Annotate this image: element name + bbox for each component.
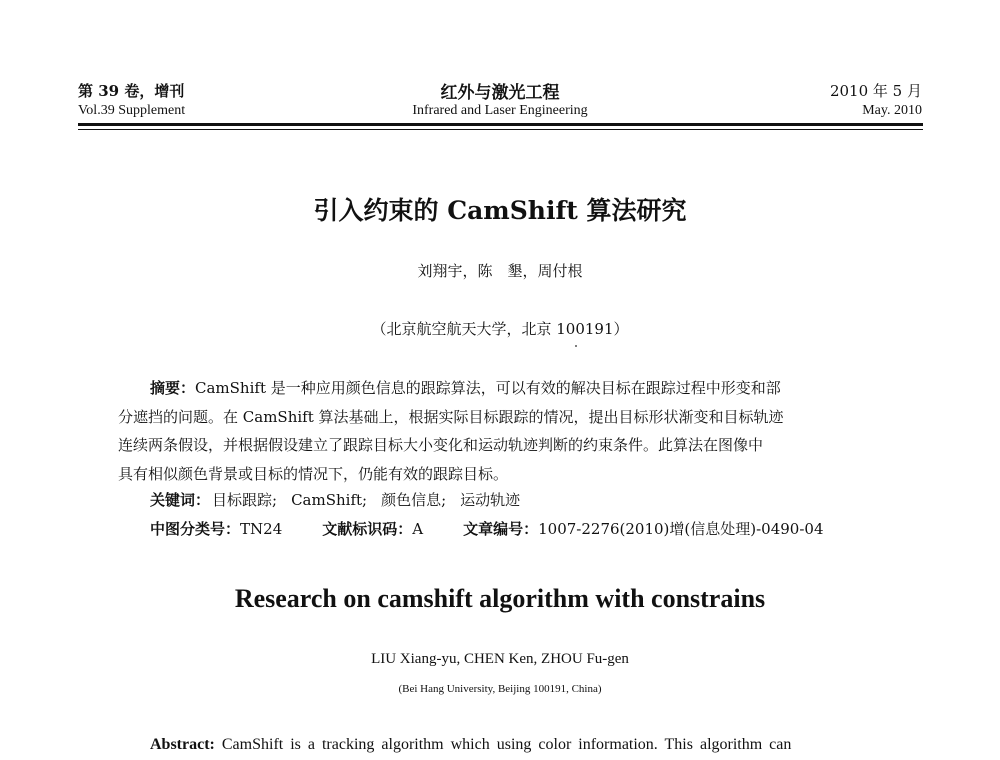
abstract-cn-label: 摘要： bbox=[150, 379, 196, 397]
clc-value: TN24 bbox=[240, 520, 283, 538]
abstract-en-text: CamShift is a tracking algorithm which using color information. This algorithm can bbox=[221, 736, 792, 753]
authors-cn: 刘翔宇，陈 墾，周付根 bbox=[417, 262, 583, 280]
journal-volume-en: Vol.39 Supplement bbox=[78, 103, 186, 118]
header-rule-thin bbox=[78, 129, 923, 130]
header-rule-thick bbox=[78, 123, 923, 126]
scan-speck bbox=[575, 345, 577, 347]
clc-label: 中图分类号： bbox=[150, 520, 241, 538]
paper-title-cn: 引入约束的 CamShift 算法研究 bbox=[313, 196, 687, 225]
article-number-label: 文章编号： bbox=[463, 520, 539, 538]
keywords-cn bbox=[150, 489, 534, 510]
keyword-item: 颜色信息; bbox=[381, 491, 447, 509]
abstract-en bbox=[150, 736, 791, 754]
affiliation-cn: （北京航空航天大学，北京 100191） bbox=[371, 320, 629, 338]
classification-row bbox=[150, 518, 824, 539]
journal-title-cn: 红外与激光工程 bbox=[440, 83, 560, 103]
keyword-item: CamShift; bbox=[291, 491, 368, 509]
keyword-item: 运动轨迹 bbox=[460, 491, 521, 509]
journal-title-en: Infrared and Laser Engineering bbox=[412, 103, 588, 118]
issue-date-cn: 2010 年 5 月 bbox=[829, 82, 922, 100]
keywords-cn-label: 关键词： bbox=[150, 491, 211, 509]
keyword-item: 目标跟踪; bbox=[212, 491, 278, 509]
journal-volume-cn: 第 39 卷，增刊 bbox=[78, 82, 185, 100]
abstract-cn bbox=[118, 374, 888, 488]
issue-date-en: May. 2010 bbox=[862, 103, 922, 118]
abstract-cn-line-3: 连续两条假设，并根据假设建立了跟踪目标大小变化和运动轨迹判断的约束条件。此算法在图像中 bbox=[118, 436, 764, 454]
abstract-cn-line-2: 分遮挡的问题。在 CamShift 算法基础上，根据实际目标跟踪的情况，提出目标形状渐变和目标轨迹 bbox=[118, 407, 784, 426]
abstract-cn-line-4: 具有相似颜色背景或目标的情况下，仍能有效的跟踪目标。 bbox=[118, 464, 509, 483]
affiliation-en: (Bei Hang University, Beijing 100191, China) bbox=[398, 683, 602, 695]
doc-code-value: A bbox=[412, 520, 424, 538]
article-number-value: 1007-2276(2010)增(信息处理)-0490-04 bbox=[538, 520, 824, 538]
paper-title-en: Research on camshift algorithm with constrains bbox=[234, 584, 766, 613]
abstract-cn-line-1: 摘要：CamShift 是一种应用颜色信息的跟踪算法，可以有效的解决目标在跟踪过程中形变和部 bbox=[150, 379, 781, 397]
abstract-en-label: Abstract: bbox=[150, 736, 215, 753]
doc-code-label: 文献标识码： bbox=[322, 520, 413, 538]
authors-en: LIU Xiang-yu, CHEN Ken, ZHOU Fu-gen bbox=[371, 651, 629, 667]
